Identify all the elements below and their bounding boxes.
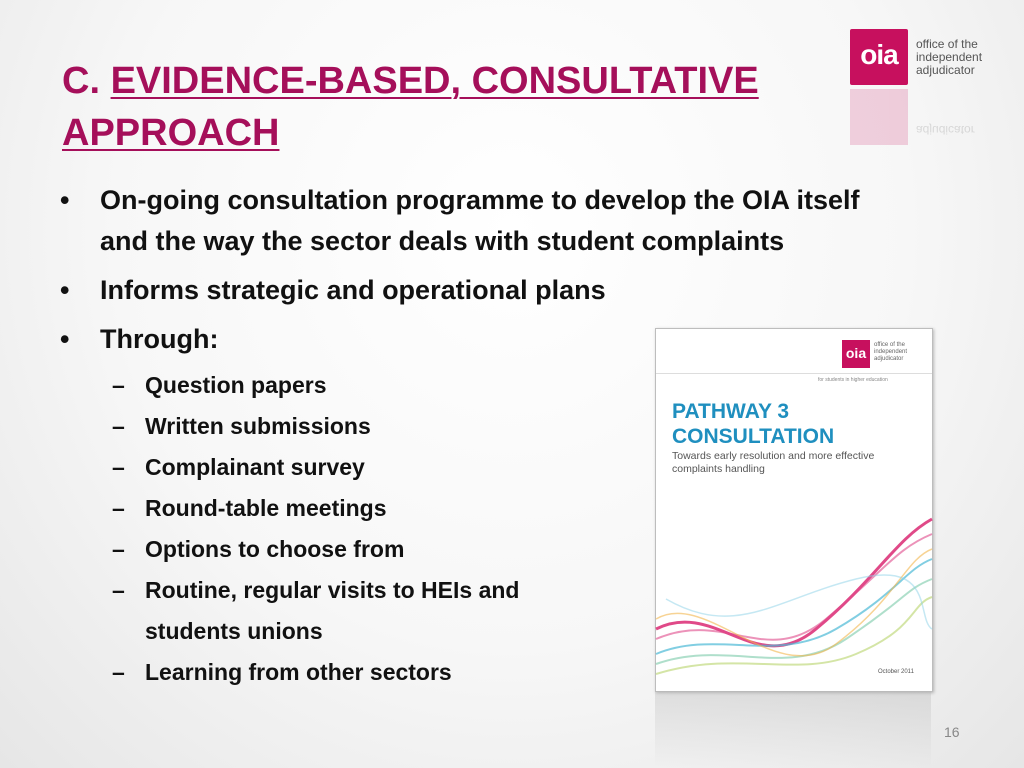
sub-bullet-item: [112, 365, 572, 406]
cover-logo-line-1: office of the: [874, 342, 905, 348]
cover-title: [672, 399, 834, 449]
sub-bullet-text: Written submissions: [145, 413, 371, 439]
cover-subtitle: Towards early resolution and more effective complaints handling: [672, 450, 875, 475]
cover-reflection: [655, 691, 931, 768]
cover-divider: [656, 373, 932, 374]
slide-title: [62, 55, 782, 159]
sub-bullet-symbol: –: [112, 659, 125, 685]
logo-line-3: adjudicator: [916, 63, 975, 77]
sub-bullet-symbol: –: [112, 413, 125, 439]
bullet-text: Informs strategic and operational plans: [100, 275, 606, 305]
bullet-item: [60, 270, 980, 311]
sub-bullet-symbol: –: [112, 372, 125, 398]
cover-logo-mark: oia: [842, 340, 870, 368]
sub-bullet-item: [112, 570, 572, 652]
logo-line-1: office of the: [916, 37, 978, 51]
cover-wave-art: [656, 479, 932, 691]
cover-tagline: for students in higher education: [818, 377, 888, 383]
sub-bullet-list: [112, 365, 572, 693]
sub-bullet-item: [112, 652, 572, 693]
sub-bullet-text: Question papers: [145, 372, 327, 398]
sub-bullet-item: [112, 447, 572, 488]
cover-date: October 2011: [878, 669, 914, 675]
cover-title-line-2: CONSULTATION: [672, 425, 835, 448]
logo-reflection: adjudicator: [850, 89, 990, 109]
cover-logo-text: [874, 342, 907, 363]
bullet-symbol: •: [60, 185, 70, 215]
sub-bullet-symbol: –: [112, 577, 125, 603]
logo-line-2: independent: [916, 50, 983, 64]
sub-bullet-text-cont: students unions: [145, 618, 323, 644]
cover-logo-line-2: independent: [874, 349, 908, 355]
sub-bullet-text: Options to choose from: [145, 536, 405, 562]
title-prefix: C.: [62, 60, 111, 102]
sub-bullet-symbol: –: [112, 536, 125, 562]
bullet-item: [60, 180, 980, 262]
page-number: 16: [944, 724, 960, 740]
oia-logo: [850, 29, 990, 137]
oia-logo-mark: oia: [850, 29, 908, 85]
sub-bullet-item: [112, 488, 572, 529]
bullet-text-cont: and the way the sector deals with student complaints: [100, 226, 785, 256]
title-main-line1: EVIDENCE-BASED, CONSULTATIVE: [110, 60, 759, 102]
bullet-text: Through:: [100, 324, 219, 354]
sub-bullet-symbol: –: [112, 454, 125, 480]
sub-bullet-text: Routine, regular visits to HEIs and: [145, 577, 520, 603]
bullet-text: On-going consultation programme to develop the OIA itself: [100, 185, 860, 215]
sub-bullet-symbol: –: [112, 495, 125, 521]
cover-title-line-1: PATHWAY 3: [672, 400, 790, 423]
bullet-symbol: •: [60, 324, 70, 354]
sub-bullet-text: Learning from other sectors: [145, 659, 452, 685]
bullet-symbol: •: [60, 275, 70, 305]
sub-bullet-item: [112, 529, 572, 570]
oia-logo-text: [916, 38, 982, 77]
report-cover-image: [655, 328, 933, 692]
sub-bullet-text: Round-table meetings: [145, 495, 387, 521]
cover-logo-line-3: adjudicator: [874, 356, 904, 362]
title-main-line2: APPROACH: [62, 112, 280, 154]
sub-bullet-item: [112, 406, 572, 447]
sub-bullet-text: Complainant survey: [145, 454, 365, 480]
